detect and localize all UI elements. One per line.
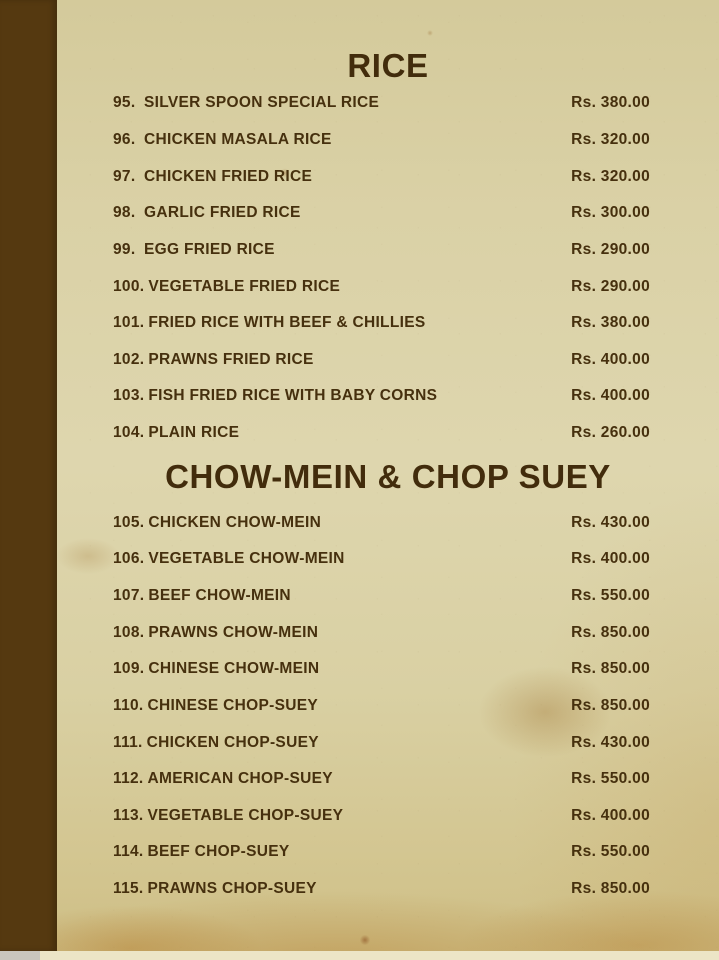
menu-item-price: Rs. 850.00: [571, 880, 650, 898]
menu-item-name: CHINESE CHOW-MEIN: [148, 660, 320, 678]
page-bottom-edge: [0, 951, 719, 960]
menu-item-row: [57, 651, 719, 688]
menu-item-number: 105.: [113, 513, 145, 531]
menu-item-row: [57, 688, 719, 725]
menu-item-number: 112.: [113, 770, 144, 788]
menu-item-name: BEEF CHOP-SUEY: [147, 843, 290, 861]
menu-item-name: CHICKEN FRIED RICE: [144, 167, 313, 185]
menu-item-price: Rs. 400.00: [571, 806, 650, 824]
menu-item-number: 111.: [113, 733, 143, 751]
menu-item-name: PRAWNS CHOW-MEIN: [148, 623, 319, 641]
menu-item-price: Rs. 380.00: [571, 314, 650, 332]
menu-item-number: 115.: [113, 880, 144, 898]
menu-item-row: [57, 415, 719, 452]
menu-item-price: Rs. 850.00: [571, 623, 650, 641]
menu-item-name: FISH FRIED RICE WITH BABY CORNS: [148, 387, 438, 405]
menu-item-row: [57, 378, 719, 415]
page-bottom-left-edge: [0, 951, 40, 960]
menu-item-number: 110.: [113, 696, 144, 714]
menu-item-row: [57, 85, 719, 122]
menu-item-row: [57, 761, 719, 798]
menu-item-price: Rs. 550.00: [571, 770, 650, 788]
menu-item-number: 103.: [113, 387, 145, 405]
menu-item-row: [57, 541, 719, 578]
menu-item-price: Rs. 290.00: [571, 240, 650, 258]
menu-item-price: Rs. 400.00: [571, 550, 650, 568]
menu-item-row: [57, 504, 719, 541]
menu-item-number: 106.: [113, 550, 145, 568]
menu-item-number: 97.: [113, 167, 136, 185]
menu-item-price: Rs. 850.00: [571, 660, 650, 678]
menu-item-row: [57, 232, 719, 269]
menu-item-row: [57, 724, 719, 761]
menu-item-row: [57, 614, 719, 651]
menu-item-name: BEEF CHOW-MEIN: [148, 587, 291, 604]
menu-item-number: 100.: [113, 277, 145, 295]
menu-item-name: VEGETABLE CHOP-SUEY: [147, 806, 344, 824]
menu-item-number: 98.: [113, 204, 136, 222]
menu-item-price: Rs. 850.00: [571, 696, 650, 714]
menu-item-price: Rs. 300.00: [571, 204, 650, 222]
menu-item-price: Rs. 550.00: [571, 587, 650, 604]
menu-item-number: 101.: [113, 314, 145, 332]
menu-item-row: [57, 578, 719, 615]
menu-item-name: PRAWNS CHOP-SUEY: [147, 880, 317, 898]
menu-item-price: Rs. 290.00: [571, 277, 650, 295]
menu-item-price: Rs. 320.00: [571, 130, 650, 148]
menu-item-name: CHICKEN MASALA RICE: [144, 130, 332, 148]
menu-item-name: EGG FRIED RICE: [144, 240, 275, 258]
menu-item-row: [57, 798, 719, 835]
menu-item-number: 99.: [113, 240, 136, 258]
section-chowmein-chopsuey-items: [57, 504, 719, 907]
menu-item-name: CHICKEN CHOW-MEIN: [148, 513, 322, 531]
menu-item-price: Rs. 260.00: [571, 424, 650, 442]
menu-item-number: 95.: [113, 94, 136, 112]
menu-item-name: FRIED RICE WITH BEEF & CHILLIES: [148, 314, 426, 332]
menu-item-number: 109.: [113, 660, 145, 678]
menu-spine: [0, 0, 57, 951]
menu-item-name: CHINESE CHOP-SUEY: [147, 696, 318, 714]
menu-item-name: GARLIC FRIED RICE: [144, 204, 301, 222]
menu-item-price: Rs. 550.00: [571, 843, 650, 861]
menu-item-number: 102.: [113, 350, 145, 368]
menu-item-number: 114.: [113, 843, 144, 861]
menu-item-name: SILVER SPOON SPECIAL RICE: [144, 94, 380, 112]
menu-item-row: [57, 268, 719, 305]
menu-item-row: [57, 834, 719, 871]
section-title-rice: RICE: [347, 47, 429, 84]
menu-item-row: [57, 871, 719, 908]
section-title-chowmein-chopsuey: CHOW-MEIN & CHOP SUEY: [165, 458, 611, 496]
menu-item-price: Rs. 380.00: [571, 94, 650, 112]
menu-content: [57, 0, 719, 960]
menu-item-name: CHICKEN CHOP-SUEY: [146, 733, 319, 751]
menu-item-price: Rs. 430.00: [571, 513, 650, 531]
menu-item-number: 96.: [113, 130, 136, 148]
menu-item-row: [57, 158, 719, 195]
menu-item-row: [57, 341, 719, 378]
menu-item-row: [57, 305, 719, 342]
menu-item-price: Rs. 400.00: [571, 350, 650, 368]
menu-item-name: VEGETABLE FRIED RICE: [148, 277, 341, 295]
menu-item-name: PRAWNS FRIED RICE: [148, 350, 314, 368]
menu-item-number: 104.: [113, 424, 145, 442]
menu-item-price: Rs. 320.00: [571, 167, 650, 185]
menu-item-number: 108.: [113, 623, 145, 641]
menu-item-price: Rs. 400.00: [571, 387, 650, 405]
menu-item-name: AMERICAN CHOP-SUEY: [147, 770, 333, 788]
menu-item-number: 107.: [113, 587, 145, 604]
menu-item-row: [57, 122, 719, 159]
menu-item-price: Rs. 430.00: [571, 733, 650, 751]
section-rice-items: [57, 85, 719, 451]
menu-item-number: 113.: [113, 806, 144, 824]
menu-item-name: VEGETABLE CHOW-MEIN: [148, 550, 345, 568]
menu-item-row: [57, 195, 719, 232]
menu-item-name: PLAIN RICE: [148, 424, 240, 442]
